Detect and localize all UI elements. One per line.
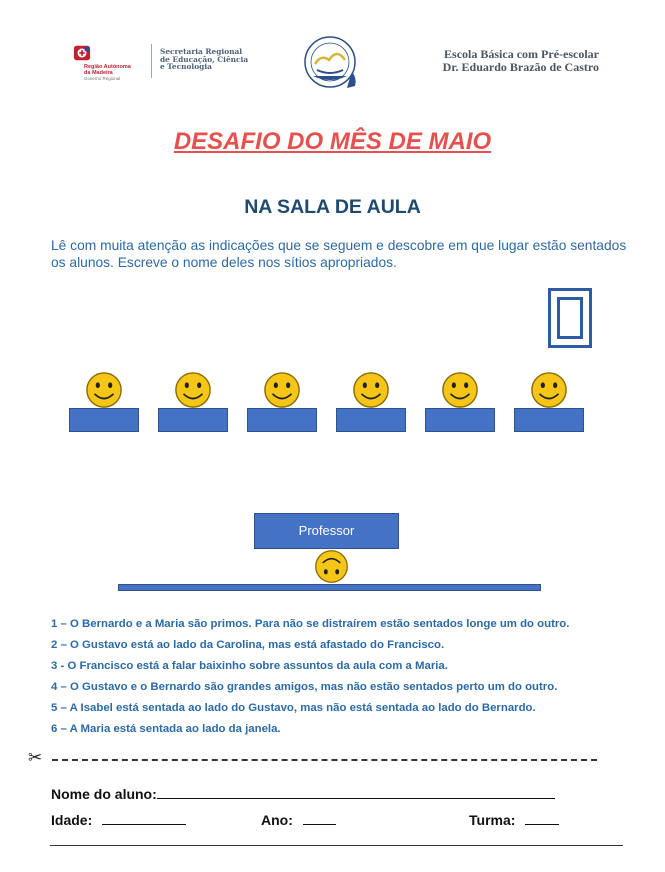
student-desk[interactable] [69, 408, 139, 432]
clue-3: 3 - O Francisco está a falar baixinho sobre assuntos da aula com a Maria. [51, 660, 448, 672]
scissors-icon: ✂ [28, 748, 43, 767]
class-field[interactable] [525, 813, 559, 825]
clue-4: 4 – O Gustavo e o Bernardo são grandes amigos, mas não estão sentados perto um do outro. [51, 681, 558, 693]
student-desk[interactable] [425, 408, 495, 432]
region-emblem-icon [73, 44, 91, 62]
age-field[interactable] [102, 813, 186, 825]
secretaria-line3: e Tecnologia [160, 62, 212, 72]
school-name-line1: Escola Básica com Pré-escolar [444, 47, 599, 61]
year-field[interactable] [303, 813, 336, 825]
cut-line [28, 748, 588, 767]
secretaria-text [160, 48, 260, 71]
clue-2: 2 – O Gustavo está ao lado da Carolina, mas está afastado do Francisco. [51, 639, 445, 651]
region-logo-line3: Governo Regional [84, 76, 121, 81]
region-logo-line2: da Madeira [84, 70, 113, 76]
student-desk[interactable] [158, 408, 228, 432]
student-face-icon [530, 371, 568, 409]
class-label: Turma: [469, 812, 516, 828]
student-face-icon [441, 371, 479, 409]
student-desk[interactable] [514, 408, 584, 432]
age-label: Idade: [51, 812, 93, 828]
page-title: DESAFIO DO MÊS DE MAIO [173, 128, 492, 155]
clue-1: 1 – O Bernardo e a Maria são primos. Para não se distraírem estão sentados longe um do outro. [51, 618, 570, 630]
region-logo [70, 42, 150, 82]
blackboard [118, 584, 541, 591]
student-face-icon [352, 371, 390, 409]
intro-paragraph: Lê com muita atenção as indicações que se seguem e descobre em que lugar estão sentados os alunos. Escreve o nome deles nos sítios apropriados. [51, 238, 627, 270]
info-row [51, 812, 571, 828]
student-face-icon [85, 371, 123, 409]
student-desk[interactable] [336, 408, 406, 432]
region-logo-text [84, 64, 131, 82]
clue-list [51, 614, 651, 740]
school-name-line2: Dr. Eduardo Brazão de Castro [442, 60, 599, 74]
class-group [469, 812, 559, 828]
student-face-icon [263, 371, 301, 409]
header-divider [151, 44, 152, 78]
professor-desk: Professor [254, 513, 399, 549]
secretaria-line2: de Educação, Ciência [160, 54, 249, 64]
secretaria-line1: Secretaria Regional [160, 47, 243, 56]
school-emblem-icon [297, 34, 367, 92]
clue-5: 5 – A Isabel está sentada ao lado do Gustavo, mas não está sentada ao lado do Bernardo. [51, 702, 536, 714]
teacher-face-icon [313, 549, 350, 584]
clue-6: 6 – A Maria está sentada ao lado da janela. [51, 723, 281, 735]
year-label: Ano: [261, 812, 293, 828]
student-desk[interactable] [247, 408, 317, 432]
student-name-row [51, 786, 555, 802]
dashed-line [52, 759, 597, 761]
region-logo-line1: Região Autónoma [84, 64, 131, 70]
page-subtitle: NA SALA DE AULA [244, 196, 421, 218]
year-group [261, 812, 336, 828]
window-icon [548, 288, 592, 348]
student-name-field[interactable] [157, 787, 555, 799]
student-face-icon [174, 371, 212, 409]
student-name-label: Nome do aluno: [51, 786, 157, 802]
school-name [443, 48, 599, 74]
bottom-rule [50, 845, 623, 846]
page-header [0, 0, 665, 110]
